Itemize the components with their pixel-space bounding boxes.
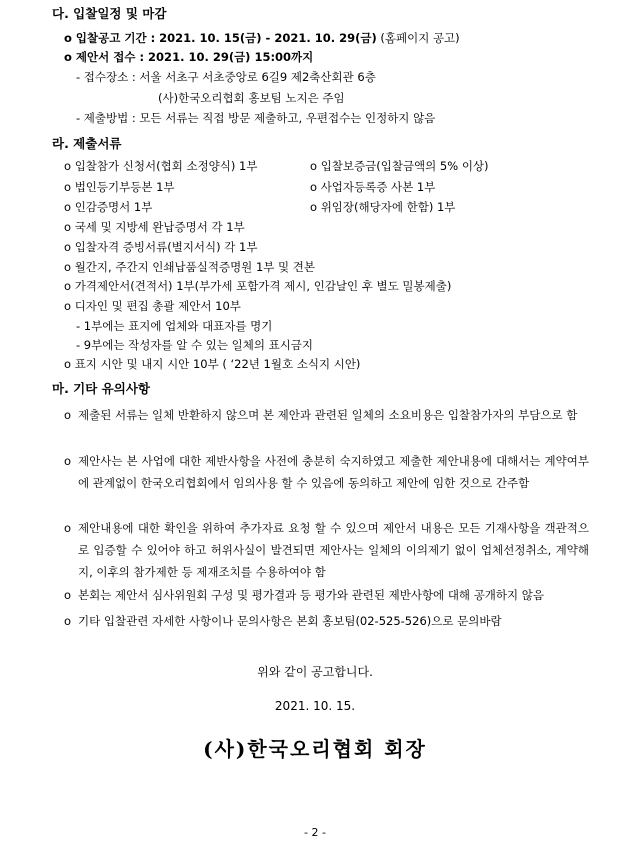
signature-title: (사)한국오리협회 회장 [203,737,427,761]
doc-item-3b: o 위임장(해당자에 한함) 1부 [310,200,456,214]
doc-item-2b: o 사업자등록증 사본 1부 [310,180,436,194]
doc-item-7: o 가격제안서(견적서) 1부(부가세 포함가격 제시, 인감날인 후 별도 밀봉제출) [64,279,452,293]
doc-item-3: o 인감증명서 1부 [64,200,153,214]
receipt-place-line1: - 접수장소 : 서울 서초구 서초중앙로 6길9 제2축산회관 6층 [76,70,376,84]
doc-item-2: o 법인등기부등본 1부 [64,180,175,194]
note-2 [64,450,589,494]
note-bullet: o [64,614,72,628]
doc-item-5: o 입찰자격 증빙서류(별지서식) 각 1부 [64,240,258,254]
note-bullet: o [64,521,72,535]
receipt-place-line2: (사)한국오리협회 홍보팀 노지은 주임 [158,91,345,105]
note-3-text: 제안내용에 대한 확인을 위하여 추가자료 요청 할 수 있으며 제안서 내용은 모든 기재사항을 객관적으로 입증할 수 있어야 하고 허위사실이 발견되면 제안사는 일체의 이의제기 없이 업체선정취소, 계약해지, 이후의 참가제한 등 제재조치를 수용하여야 함 [78,521,589,579]
bid-period-note: (홈페이지 공고) [380,31,460,45]
doc-item-8: o 디자인 및 편집 총괄 제안서 10부 [64,299,241,313]
note-bullet: o [64,454,72,468]
note-bullet: o [64,408,72,422]
announcement: 위와 같이 공고합니다. [257,665,373,679]
doc-item-9: o 표지 시안 및 내지 시안 10부 ( ‘22년 1월호 소식지 시안) [64,357,361,371]
page-number: - 2 - [304,826,326,839]
section-ra-heading: 라. 제출서류 [52,136,122,151]
note-5 [64,610,589,632]
note-1 [64,404,589,426]
announcement-date: 2021. 10. 15. [274,699,356,713]
note-2-text: 제안사는 본 사업에 대한 제반사항을 사전에 충분히 숙지하였고 제출한 제안내용에 대해서는 계약여부에 관계없이 한국오리협회에서 임의사용 할 수 있음에 동의하고 제안에 임한 것으로 간주함 [78,454,589,490]
doc-item-8b: - 9부에는 작성자를 알 수 있는 일체의 표시금지 [76,338,314,352]
doc-item-6: o 월간지, 주간지 인쇄납품실적증명원 1부 및 견본 [64,260,316,274]
note-4 [64,584,589,606]
note-3 [64,517,589,583]
doc-item-4: o 국세 및 지방세 완납증명서 각 1부 [64,220,245,234]
doc-item-1b: o 입찰보증금(입찰금액의 5% 이상) [310,159,489,173]
bid-period [64,30,460,46]
doc-item-1: o 입찰참가 신청서(협회 소정양식) 1부 [64,159,258,173]
submission-method: - 제출방법 : 모든 서류는 직접 방문 제출하고, 우편접수는 인정하지 않음 [76,111,436,125]
doc-item-8a: - 1부에는 표지에 업체와 대표자를 명기 [76,319,273,333]
section-da-heading: 다. 입찰일정 및 마감 [52,6,167,21]
note-4-text: 본회는 제안서 심사위원회 구성 및 평가결과 등 평가와 관련된 제반사항에 대해 공개하지 않음 [78,588,545,602]
note-5-text: 기타 입찰관련 자세한 사항이나 문의사항은 본회 홍보팀(02-525-526)으로 문의바람 [78,614,502,628]
proposal-receipt: o 제안서 접수 : 2021. 10. 29(금) 15:00까지 [64,50,314,64]
note-1-text: 제출된 서류는 일체 반환하지 않으며 본 제안과 관련된 일체의 소요비용은 입찰참가자의 부담으로 함 [78,408,578,422]
bid-period-text: o 입찰공고 기간 : 2021. 10. 15(금) - 2021. 10. 29(금) [64,31,377,45]
note-bullet: o [64,588,72,602]
section-ma-heading: 마. 기타 유의사항 [52,381,150,396]
